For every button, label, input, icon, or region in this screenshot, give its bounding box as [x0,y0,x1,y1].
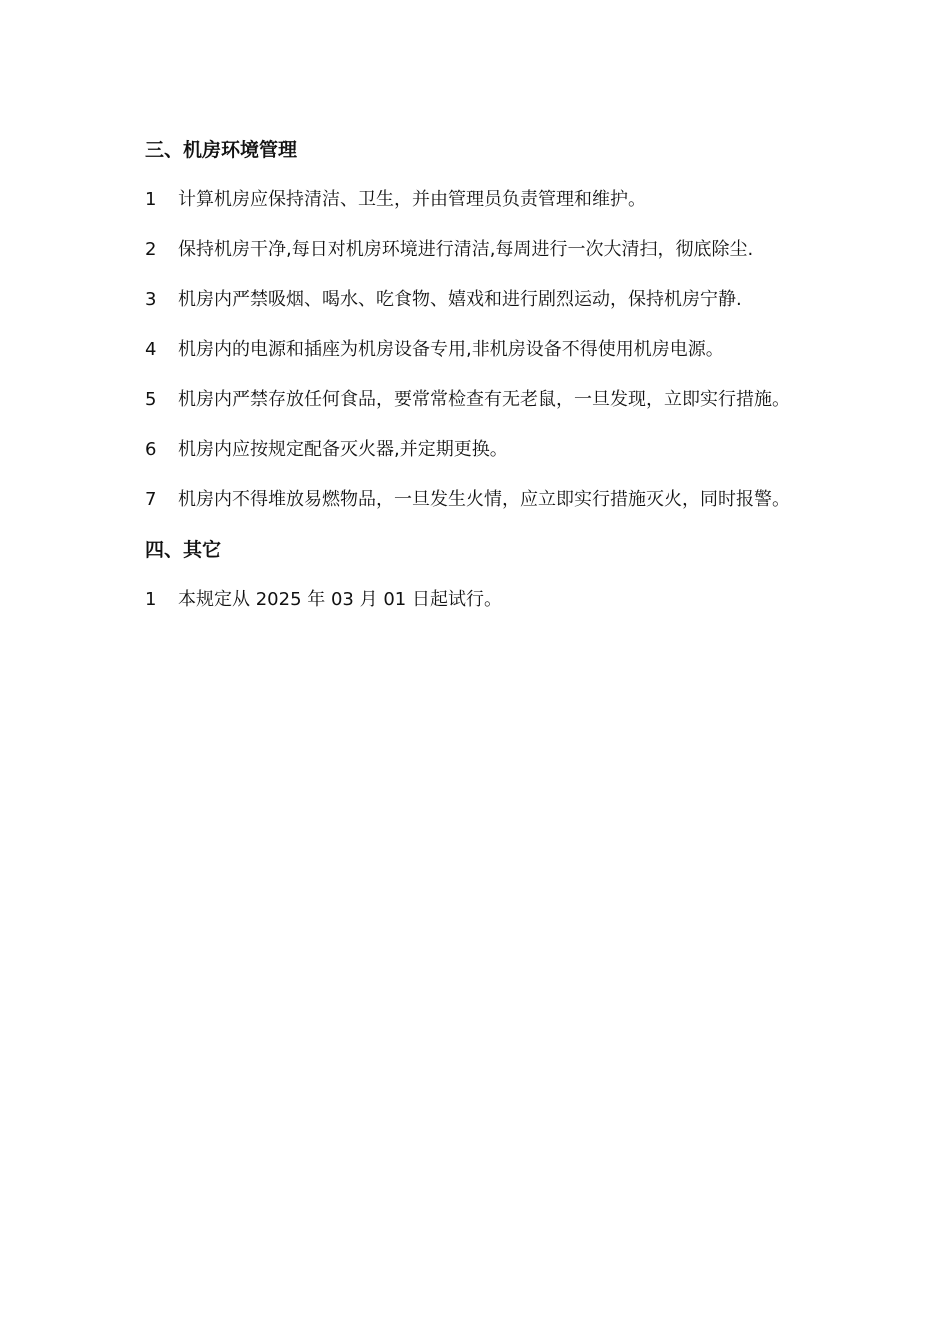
list-item [145,175,815,225]
document-content [145,125,815,625]
list-item [145,425,815,475]
list-item-text: 计算机房应保持清洁、卫生，并由管理员负责管理和维护。 [178,189,646,210]
list-item-number: 7 [145,489,157,510]
list-item-number: 3 [145,289,157,310]
list-item-number: 1 [145,589,157,610]
section-heading: 四、其它 [145,539,222,561]
list-item-text: 机房内严禁存放任何食品，要常常检查有无老鼠，一旦发现，立即实行措施。 [178,389,790,410]
list-item-text: 机房内的电源和插座为机房设备专用,非机房设备不得使用机房电源。 [178,339,724,360]
list-item [145,575,815,625]
section-other [145,525,815,625]
list-item-text: 机房内严禁吸烟、喝水、吃食物、嬉戏和进行剧烈运动，保持机房宁静. [178,289,742,310]
list-item-text: 本规定从 2025 年 03 月 01 日起试行。 [178,589,502,610]
list-item-number: 1 [145,189,157,210]
list-item [145,225,815,275]
list-item [145,275,815,325]
list-item-text: 机房内应按规定配备灭火器,并定期更换。 [178,439,508,460]
list-item-number: 2 [145,239,157,260]
section-heading: 三、机房环境管理 [145,139,298,161]
list-item [145,325,815,375]
list-item-number: 4 [145,339,157,360]
list-item-text: 保持机房干净,每日对机房环境进行清洁,每周进行一次大清扫，彻底除尘. [178,239,754,260]
section-environment-management [145,125,815,525]
list-item-number: 6 [145,439,157,460]
list-item-text: 机房内不得堆放易燃物品，一旦发生火情，应立即实行措施灭火，同时报警。 [178,489,790,510]
list-item [145,375,815,425]
list-item [145,475,815,525]
list-item-number: 5 [145,389,157,410]
